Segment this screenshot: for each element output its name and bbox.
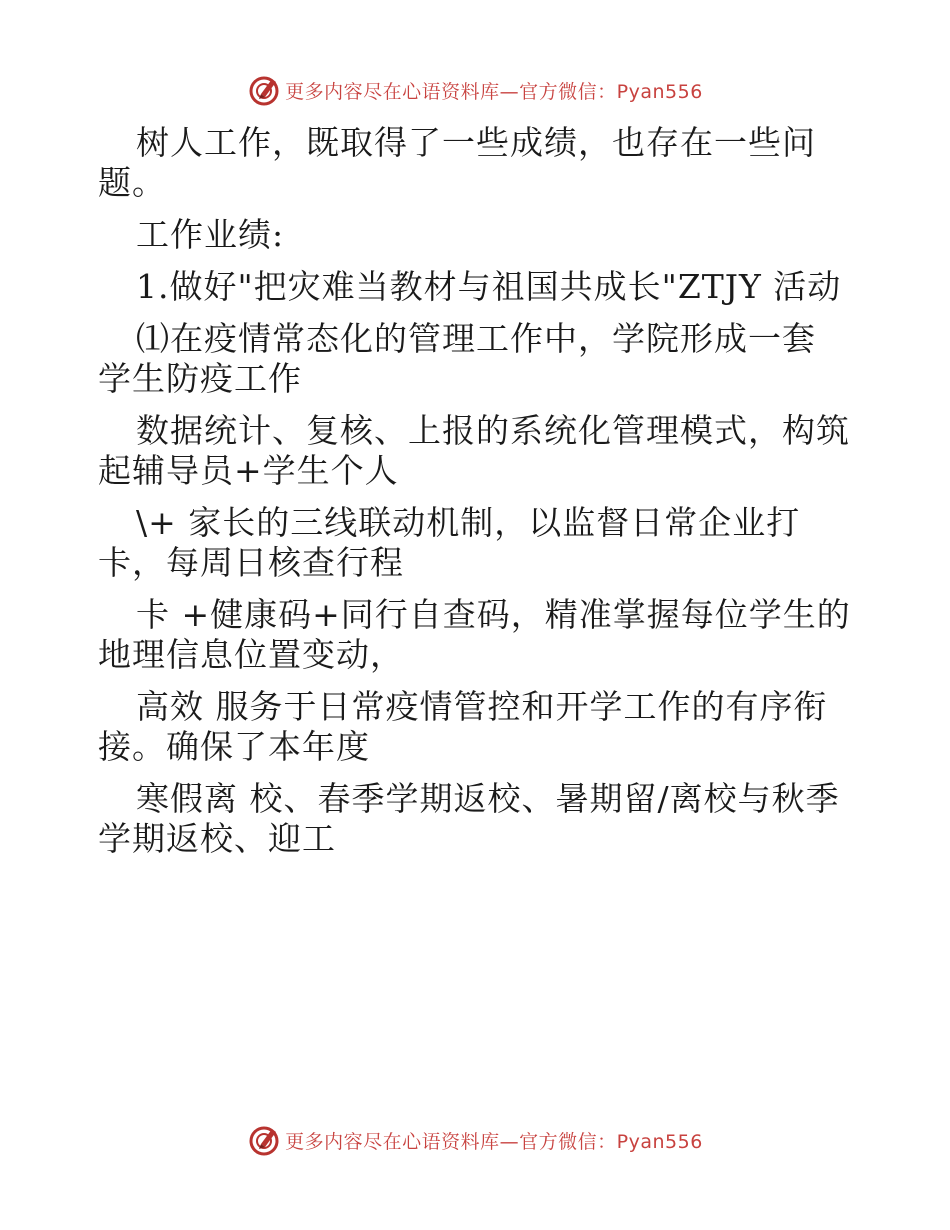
text-line: \+ 家长的三线联动机制，以监督日常企业打: [136, 503, 801, 542]
text-line: 起辅导员+学生个人: [98, 451, 399, 490]
header-banner-text: 更多内容尽在心语资料库—官方微信：Pyan556: [285, 80, 703, 103]
text-line: 工作业绩:: [136, 215, 285, 254]
text-line: 卡 +健康码+同行自查码，精准掌握每位学生的: [136, 595, 851, 634]
text-line: ⑴在疫情常态化的管理工作中，学院形成一套: [136, 319, 816, 358]
text-line: 数据统计、复核、上报的系统化管理模式，构筑: [136, 411, 850, 450]
brand-logo-icon: [247, 1123, 281, 1157]
text-line: 树人工作，既取得了一些成绩，也存在一些问: [136, 123, 816, 162]
header-banner: [0, 70, 950, 110]
text-line: 学期返校、迎工: [98, 819, 336, 858]
text-line: 题。: [98, 163, 166, 202]
document-body: [98, 123, 858, 859]
text-line: 高效 服务于日常疫情管控和开学工作的有序衔: [136, 687, 828, 726]
text-line: 寒假离 校、春季学期返校、暑期留/离校与秋季: [136, 779, 840, 818]
text-line: 1.做好"把灾难当教材与祖国共成长"ZTJY 活动: [136, 267, 842, 306]
footer-banner-text: 更多内容尽在心语资料库—官方微信：Pyan556: [285, 1130, 703, 1153]
text-line: 接。确保了本年度: [98, 727, 370, 766]
text-line: 地理信息位置变动，: [98, 635, 404, 674]
footer-banner: [0, 1120, 950, 1160]
brand-logo-icon: [247, 73, 281, 107]
text-line: 卡，每周日核查行程: [98, 543, 404, 582]
text-line: 学生防疫工作: [98, 359, 302, 398]
